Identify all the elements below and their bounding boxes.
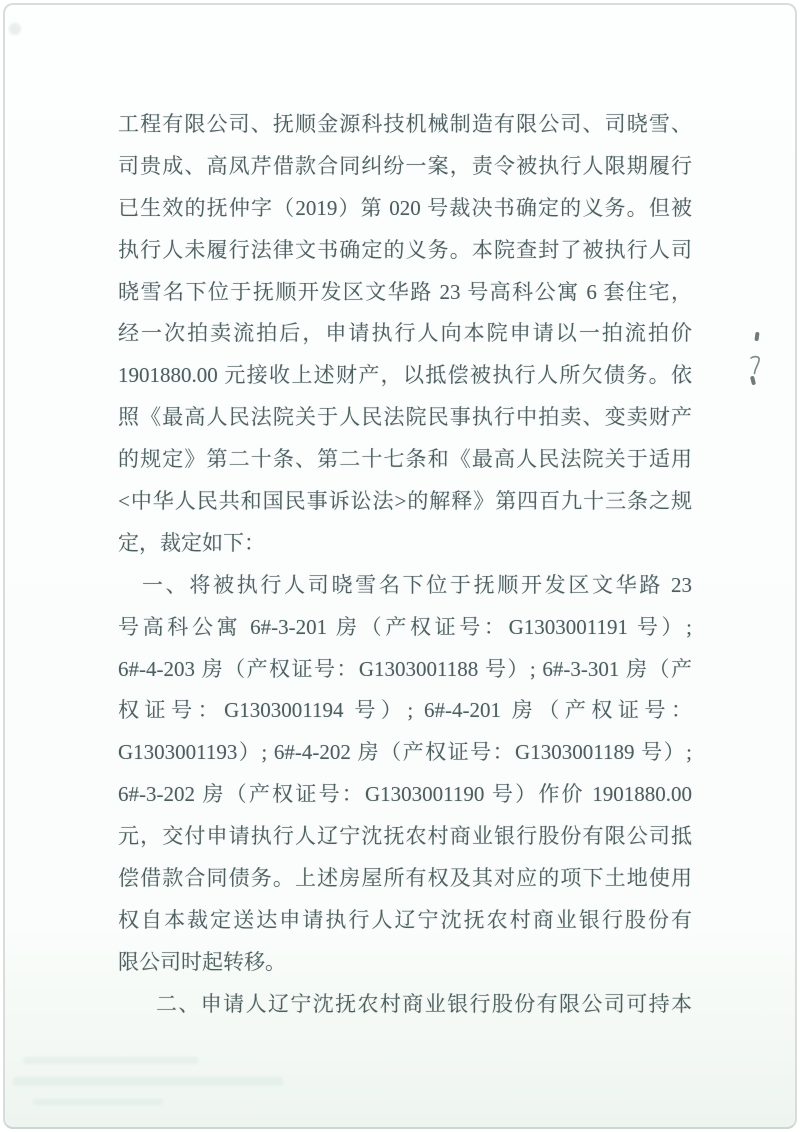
text-line: 已生效的抚仲字（2019）第 020 号裁决书确定的义务。但被: [118, 195, 692, 220]
document-body: [118, 104, 692, 1026]
ink-squiggle: [749, 355, 763, 377]
text-line: 6#-3-202 房（产权证号：G1303001190 号）作价 1901880.00: [118, 782, 692, 807]
text-line: 照《最高人民法院关于人民法院民事执行中拍卖、变卖财产: [118, 405, 692, 430]
text-line: 1901880.00 元接收上述财产，以抵偿被执行人所欠债务。依: [118, 363, 692, 388]
text-line: 司贵成、高凤芹借款合同纠纷一案，责令被执行人限期履行: [118, 153, 692, 178]
text-line: 一、将被执行人司晓雪名下位于抚顺开发区文华路 23: [142, 572, 692, 597]
text-line: G1303001193）; 6#-4-202 房（产权证号：G1303001189 号）;: [118, 740, 692, 765]
text-line: 定，裁定如下：: [118, 530, 265, 555]
text-line: 的规定》第二十条、第二十七条和《最高人民法院关于适用: [118, 447, 692, 472]
text-line: 偿借款合同债务。上述房屋所有权及其对应的项下土地使用: [118, 866, 692, 891]
text-line: 经一次拍卖流拍后，申请执行人向本院申请以一拍流拍价: [118, 321, 692, 346]
scan-streak: [23, 1057, 198, 1064]
text-line: 执行人未履行法律文书确定的义务。本院查封了被执行人司: [118, 237, 692, 262]
scan-streak: [33, 1099, 163, 1105]
text-line: 限公司时起转移。: [118, 949, 286, 974]
text-line: 元，交付申请执行人辽宁沈抚农村商业银行股份有限公司抵: [118, 824, 692, 849]
text-line: 号高科公寓 6#-3-201 房（产权证号：G1303001191 号）;: [118, 614, 692, 639]
scan-streak: [13, 1077, 283, 1086]
text-line: 权证号：G1303001194 号）; 6#-4-201 房（产权证号：: [118, 698, 692, 723]
scanned-document-page: [3, 3, 797, 1129]
scan-smudge: [9, 23, 21, 35]
text-line: 晓雪名下位于抚顺开发区文华路 23 号高科公寓 6 套住宅，: [118, 279, 692, 304]
text-line: 6#-4-203 房（产权证号：G1303001188 号）; 6#-3-301 房（产: [118, 656, 692, 681]
text-line: 二、申请人辽宁沈抚农村商业银行股份有限公司可持本: [156, 991, 692, 1016]
text-line: <中华人民共和国民事诉讼法>的解释》第四百九十三条之规: [118, 489, 692, 514]
text-line: 工程有限公司、抚顺金源科技机械制造有限公司、司晓雪、: [118, 112, 692, 136]
ink-speck: [750, 376, 756, 386]
ink-speck: [754, 332, 759, 341]
text-line: 权自本裁定送达申请执行人辽宁沈抚农村商业银行股份有: [118, 907, 692, 932]
